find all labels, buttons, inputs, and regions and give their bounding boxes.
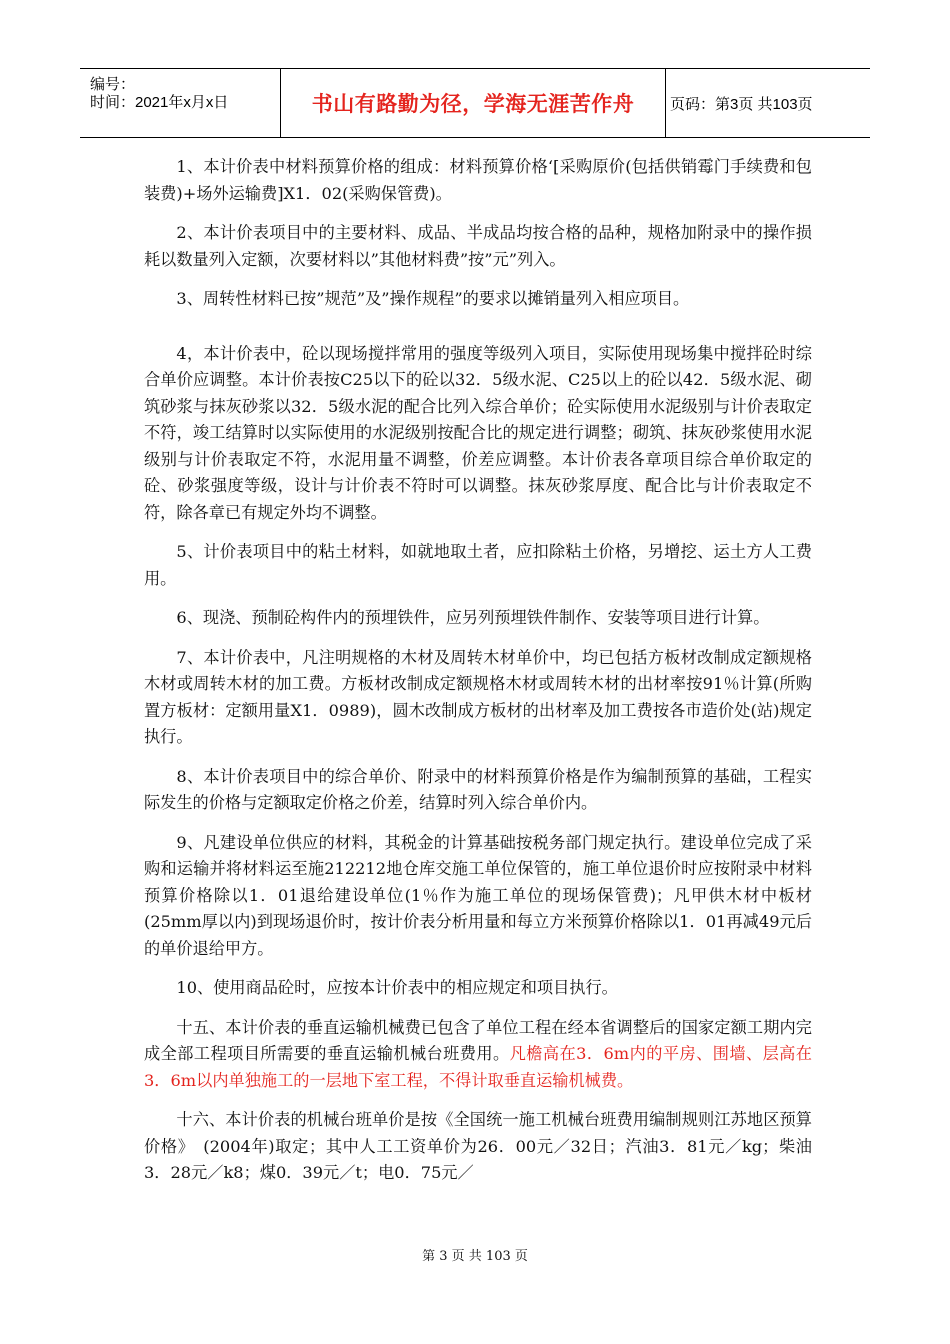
paragraph-15-highlight: 凡檐高在3．6m内的平房、围墙、层高在3．6m以内单独施工的一层地下室工程，不得计取垂直运输机械费。 <box>144 1044 812 1090</box>
paragraph-16: 十六、本计价表的机械台班单价是按《全国统一施工机械台班费用编制规则江苏地区预算价格》 (2004年)取定；其中人工工资单价为26．00元／32日；汽油3．81元／kg；柴油3．28元／k8；煤0．39元／t；电0．75元／ <box>144 1110 812 1182</box>
code-label: 编号： <box>90 76 136 93</box>
motto: 书山有路勤为径，学海无涯苦作舟 <box>281 69 666 137</box>
paragraph-4: 4，本计价表中，砼以现场搅拌常用的强度等级列入项目，实际使用现场集中搅拌砼时综合单价应调整。本计价表按C25以下的砼以32．5级水泥、C25以上的砼以42．5级水泥、砌筑砂浆与抹灰砂浆以32．5级水泥的配合比列入综合单价；砼实际使用水泥级别与计价表取定不符，竣工结算时以实际使用的水泥级别按配合比的规定进行调整；砌筑、抹灰砂浆使用水泥级别与计价表取定不符，水泥用量不调整，价差应调整。本计价表各章项目综合单价取定的砼、砂浆强度等级，设计与计价表不符时可以调整。抹灰砂浆厚度、配合比与计价表取定不符，除各章已有规定外均不调整。 <box>144 343 812 522</box>
paragraph-3: 3、周转性材料已按”规范”及”操作规程”的要求以摊销量列入相应项目。 <box>176 289 690 308</box>
paragraph-15 <box>144 1015 812 1095</box>
document-body <box>144 154 812 1200</box>
paragraph-9: 9、凡建设单位供应的材料，其税金的计算基础按税务部门规定执行。建设单位完成了采购和运输并将材料运至施212212地仓库交施工单位保管的，施工单位退价时应按附录中材料预算价格除以1．01退给建设单位(1％作为施工单位的现场保管费)；凡甲供木材中板材(25mm厚以内)到现场退价时，按计价表分析用量和每立方米预算价格除以1．01再减49元后的单价退给甲方。 <box>144 832 812 958</box>
page-footer: 第 3 页 共 103 页 <box>422 1249 528 1264</box>
page-info: 页码：第3页 共103页 <box>670 95 813 113</box>
page-header <box>80 68 870 138</box>
paragraph-5: 5、计价表项目中的粘土材料，如就地取土者，应扣除粘土价格，另增挖、运土方人工费用。 <box>144 542 812 588</box>
paragraph-6: 6、现浇、预制砼构件内的预埋铁件，应另列预埋铁件制作、安装等项目进行计算。 <box>176 608 770 627</box>
time-label: 时间：2021年x月x日 <box>90 94 229 111</box>
paragraph-10: 10、使用商品砼时，应按本计价表中的相应规定和项目执行。 <box>176 978 618 997</box>
paragraph-15-text: 十五、本计价表的垂直运输机械费已包含了单位工程在经本省调整后的国家定额工期内完成全部工程项目所需要的垂直运输机械台班费用。 <box>144 1017 812 1063</box>
paragraph-1: 1、本计价表中材料预算价格的组成：材料预算价格‘[采购原价(包括供销霉门手续费和包装费)+场外运输费]X1．02(采购保管费)。 <box>144 157 812 203</box>
paragraph-8: 8、本计价表项目中的综合单价、附录中的材料预算价格是作为编制预算的基础，工程实际发生的价格与定额取定价格之价差，结算时列入综合单价内。 <box>144 766 812 812</box>
paragraph-2: 2、本计价表项目中的主要材料、成品、半成品均按合格的品种，规格加附录中的操作损耗以数量列入定额，次要材料以”其他材料费”按”元”列入。 <box>144 223 812 269</box>
paragraph-7: 7、本计价表中，凡注明规格的木材及周转木材单价中，均已包括方板材改制成定额规格木材或周转木材的加工费。方板材改制成定额规格木材或周转木材的出材率按91％计算(所购置方板材：定额用量X1．0989)，圆木改制成方板材的出材率及加工费按各市造价处(站)规定执行。 <box>144 647 812 746</box>
header-meta <box>80 69 281 137</box>
